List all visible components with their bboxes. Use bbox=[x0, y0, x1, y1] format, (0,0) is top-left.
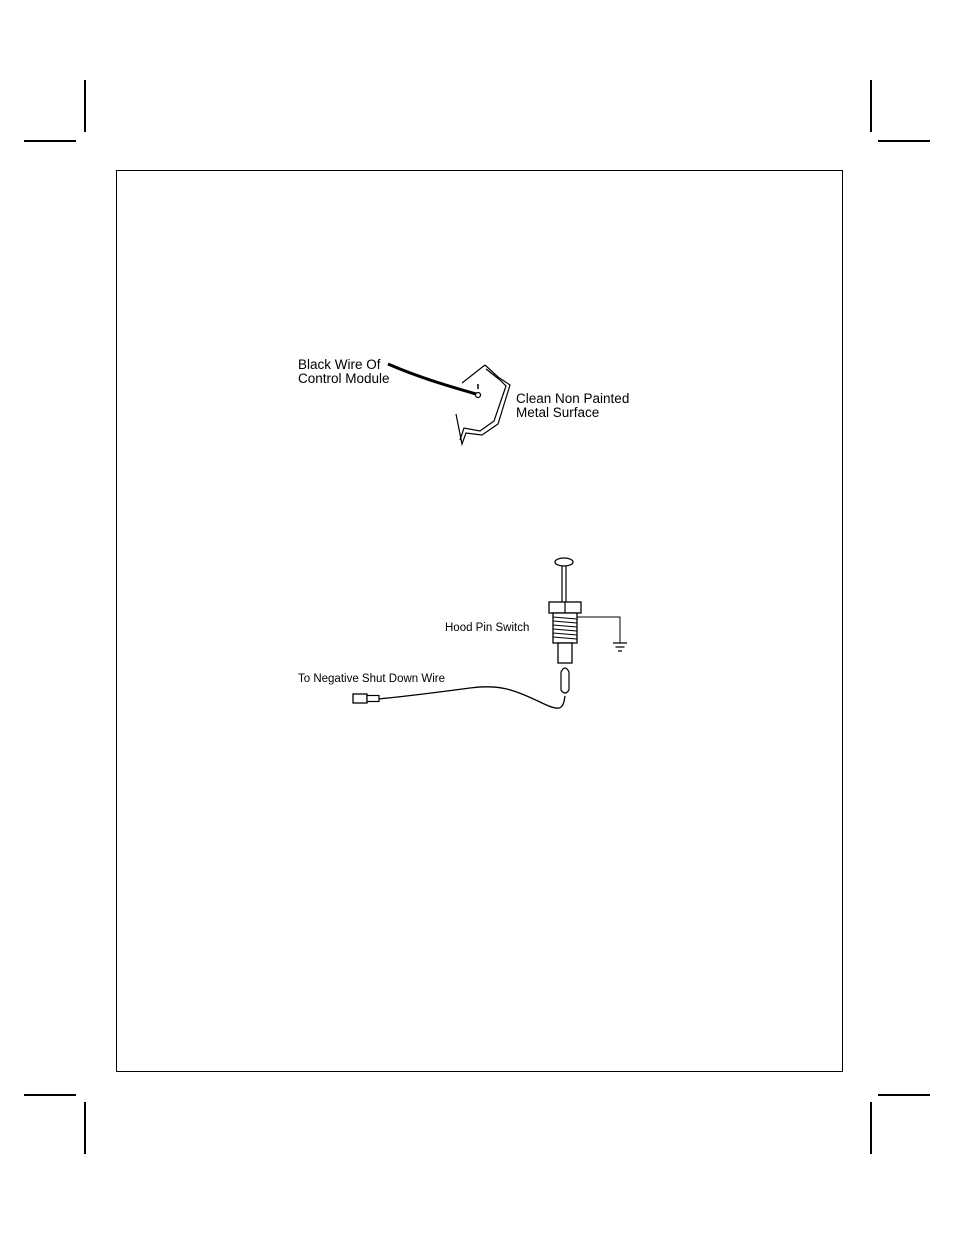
ground-symbol bbox=[613, 643, 627, 651]
negative-shut-down-wire-label: To Negative Shut Down Wire bbox=[298, 673, 446, 685]
ring-terminal bbox=[476, 393, 481, 398]
pin-cap bbox=[555, 558, 573, 566]
metal-surface-back-edge bbox=[462, 365, 485, 383]
end-connector bbox=[353, 694, 367, 703]
end-connector-sleeve bbox=[367, 696, 379, 702]
black-wire bbox=[388, 364, 476, 394]
switch-terminal-stem bbox=[558, 643, 572, 663]
pin-plunger bbox=[562, 566, 566, 602]
surface-label-line2: Metal Surface bbox=[516, 405, 600, 420]
metal-surface-panel bbox=[456, 365, 510, 444]
hood-pin-switch-label: Hood Pin Switch bbox=[445, 622, 530, 634]
ground-lead bbox=[577, 617, 620, 643]
ground-diagram bbox=[388, 364, 510, 444]
wire-label-line1: Black Wire Of bbox=[298, 357, 381, 372]
wire-label-line2: Control Module bbox=[298, 371, 390, 386]
surface-label-line1: Clean Non Painted bbox=[516, 391, 630, 406]
shut-down-wire bbox=[378, 687, 565, 708]
spade-connector bbox=[561, 668, 569, 693]
